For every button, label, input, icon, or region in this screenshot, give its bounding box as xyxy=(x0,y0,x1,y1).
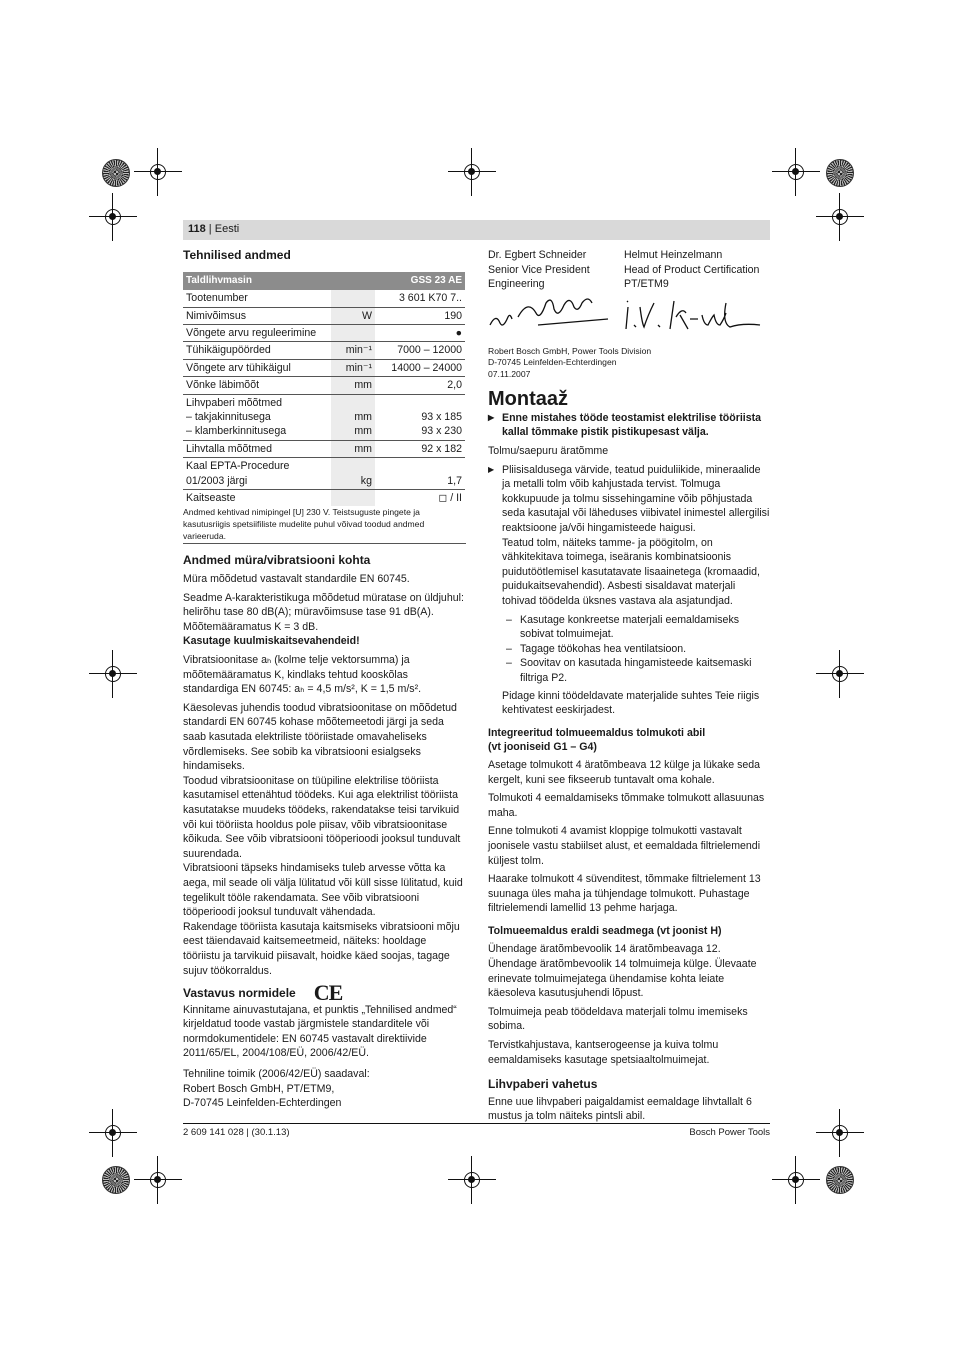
list-item: – Kasutage konkreetse materjali eemaldamiseks sobivat tolmuimejat. xyxy=(506,613,740,641)
signatory-2: Helmut Heinzelmann Head of Product Certification PT/ETM9 xyxy=(624,249,760,291)
signatures xyxy=(488,292,770,338)
conformity-title: Vastavus normidele xyxy=(183,986,296,1001)
paragraph: Enne uue lihvpaberi paigaldamist eemaldage lihvtallalt 6 mustus ja tolm näiteks pintsli abil. xyxy=(488,1095,752,1123)
paragraph: Ühendage äratõmbevoolik 14 äratõmbeavaga 12. Ühendage äratõmbevoolik 14 tolmuimeja külge. Ülevaate erinevate tolmuimejatega ühendamise kohta leiate käesoleva kasutusjuhendi lõpust. xyxy=(488,943,757,1000)
warning-text: ▶ Enne mistahes tööde teostamist elektrilise tööriista kallal tõmmake pistik pistikupesast välja. xyxy=(488,411,770,440)
paragraph: Vibratsioonitase aₕ (kolme telje vektorsumma) ja mõõtemääramatus K, kindlaks tehtud kooskõlas standardiga EN 60745: aₕ = 4,5 m/s², K = 1,5 m/s². xyxy=(183,654,422,696)
table-row: Lihvtalla mõõtmed mm 92 x 182 xyxy=(183,440,465,457)
language-label: Eesti xyxy=(214,223,240,235)
paragraph: Toodud vibratsioonitase on tüüpiline elektrilise tööriista kasutamisel ettenähtud töödeks. Kui aga elektrilist tööriista kasutatakse muudeks töödeks, rakendatakse teisi tarvikuid või kui tööriista hooldus pole piisav, võib vibratsioonitase kõikuda. See võib vibratsiooni tööperioodi jooksul tunduvalt suurendada. xyxy=(183,774,461,860)
footer-right: Bosch Power Tools xyxy=(689,1127,770,1138)
subheading: Integreeritud tolmueemaldus tolmukoti abil (vt jooniseid G1 – G4) xyxy=(488,726,706,754)
footer-left: 2 609 141 028 | (30.1.13) xyxy=(183,1127,290,1138)
right-column xyxy=(488,248,770,1128)
list-item: – Tagage töökohas hea ventilatsioon. xyxy=(506,642,687,655)
subheading: Tolmu/saepuru äratõmme xyxy=(488,445,609,458)
table-note: Andmed kehtivad nimipingel [U] 230 V. Teistsuguste pingete ja kasutusriigis spetsiifiliste mudelite puhul võivad toodud andmed varieeruda. xyxy=(183,506,466,544)
left-column xyxy=(183,248,466,1115)
page-header: 118 | Eesti xyxy=(188,223,240,235)
registration-mark xyxy=(828,1121,852,1145)
table-row: Kaal EPTA-Procedure 01/2003 järgi kg 1,7 xyxy=(183,458,465,490)
paragraph: Rakendage tööriista kasutaja kaitsmiseks vibratsiooni mõju eest täiendavaid kaitsemeetmeid, näiteks: hooldage tööriistu ja tarvikuid piisavalt, hoidke käed soojas, tagage sujuv töökorraldus. xyxy=(183,920,460,977)
paragraph: Käesolevas juhendis toodud vibratsioonitase on mõõdetud standardi EN 60745 kohase mõõtemeetodi järgi ja seda saab kasutada elektriliste tööriistade omavaheliseks võrdlemiseks. See sobib ka vibratsiooni esialgseks hindamiseks. xyxy=(183,701,457,773)
registration-mark xyxy=(146,160,170,184)
paragraph: Pidage kinni töödeldavate materjalide suhtes Teie riigis kehtivatest eeskirjadest. xyxy=(502,689,760,717)
paragraph: Tervistkahjustava, kantserogeense ja kuiva tolmu eemaldamiseks kasutage spetsiaaltolmuimejat. xyxy=(488,1039,719,1066)
color-bar-mark xyxy=(826,159,854,187)
paragraph: Tolmuimeja peab töödeldava materjali tolmu imemiseks sobima. xyxy=(488,1005,748,1033)
tech-data-table xyxy=(183,272,465,507)
registration-mark xyxy=(146,1168,170,1192)
registration-mark xyxy=(460,1168,484,1192)
signatories xyxy=(488,248,770,292)
signature-2 xyxy=(624,295,764,335)
table-row: Lihvpaberi mõõtmed – takjakinnitusega – klamberkinnitusega mm mm 93 x 185 93 x 230 xyxy=(183,394,465,440)
table-header: Taldlihvmasin GSS 23 AE xyxy=(183,272,465,291)
color-bar-mark xyxy=(102,1166,130,1194)
registration-mark xyxy=(460,160,484,184)
header-bar xyxy=(183,220,770,240)
page-number: 118 xyxy=(188,223,206,235)
table-row: Kaitseaste ◻ / II xyxy=(183,490,465,507)
registration-mark xyxy=(101,662,125,686)
table-row: Nimivõimsus W 190 xyxy=(183,307,465,324)
subheading: Tolmueemaldus eraldi seadmega (vt joonist H) xyxy=(488,924,722,937)
paragraph: Asetage tolmukott 4 äratõmbeava 12 külge ja lükake seda kergelt, kuni see fikseerub tuntavalt oma kohale. xyxy=(488,758,761,786)
montage-title: Montaaž xyxy=(488,388,568,411)
warning-text: Kasutage kuulmiskaitsevahendeid! xyxy=(183,635,360,648)
registration-mark xyxy=(101,205,125,229)
table-row: Võnke läbimõõt mm 2,0 xyxy=(183,377,465,394)
ce-mark: CE xyxy=(313,980,343,1006)
registration-mark xyxy=(784,1168,808,1192)
paragraph: Müra mõõdetud vastavalt standardile EN 60745. xyxy=(183,573,410,586)
paragraph: ▶ Pliisisaldusega värvide, teatud puiduliikide, mineraalide ja metalli tolm võib kahjustada tervist. Tolmuga kokkupuude ja tolmu sissehingamine võib põhjustada seda kasutajal või läheduses viibivatel inimestel allergilisi reaktsioone ja/või hingamisteede haigusi. xyxy=(488,463,770,536)
table-row: Võngete arvu reguleerimine ● xyxy=(183,325,465,342)
registration-mark xyxy=(828,205,852,229)
paper-change-title: Lihvpaberi vahetus xyxy=(488,1077,598,1092)
table-row: Võngete arv tühikäigul min⁻¹ 14000 – 24000 xyxy=(183,359,465,376)
paragraph: Vibratsiooni täpseks hindamiseks tuleb arvesse võtta ka aega, mil seade oli välja lülitatud või küll sisse lülitatud, kuid tegelikult tööle rakendamata. See võib vibratsiooni tööperioodi jooksul tunduvalt vähendada. xyxy=(183,862,463,919)
paragraph: Haarake tolmukott 4 süvenditest, tõmmake filtrielement 13 suunaga üles maha ja tühjendage tolmukott. Puhastage filtrielemendi lamellid 13 pehme harjaga. xyxy=(488,873,761,915)
registration-mark xyxy=(784,160,808,184)
color-bar-mark xyxy=(102,159,130,187)
noise-title: Andmed müra/vibratsiooni kohta xyxy=(183,553,371,568)
color-bar-mark xyxy=(826,1166,854,1194)
tech-data-title: Tehnilised andmed xyxy=(183,248,291,262)
paragraph: Enne tolmukoti 4 avamist kloppige tolmukotti vastavalt joonisele vastu stabiilset alust, et eemaldada filtrielemendi küljest tolm. xyxy=(488,825,761,867)
table-row: Tootenumber 3 601 K70 7.. xyxy=(183,290,465,307)
registration-mark xyxy=(101,1121,125,1145)
registration-mark xyxy=(828,662,852,686)
table-row: Tühikäigupöörded min⁻¹ 7000 – 12000 xyxy=(183,342,465,359)
footer-rule xyxy=(183,1123,770,1124)
list-item: – Soovitav on kasutada hingamisteede kaitsemaski filtriga P2. xyxy=(506,657,752,684)
paragraph: Tehniline toimik (2006/42/EÜ) saadaval: Robert Bosch GmbH, PT/ETM9, D-70745 Leinfelden-Echterdingen xyxy=(183,1068,370,1110)
company-info: Robert Bosch GmbH, Power Tools Division D-70745 Leinfelden-Echterdingen 07.11.2007 xyxy=(488,345,652,379)
paragraph: Seadme A-karakteristikuga mõõdetud müratase on üldjuhul: helirõhu tase 80 dB(A); müravõimsuse tase 91 dB(A). Mõõtemääramatus K = 3 dB. xyxy=(183,591,464,633)
paragraph: Tolmukoti 4 eemaldamiseks tõmmake tolmukott allasuunas maha. xyxy=(488,792,765,819)
signatory-1: Dr. Egbert Schneider Senior Vice President Engineering xyxy=(488,249,590,291)
paragraph: Teatud tolm, näiteks tamme- ja pöögitolm, on vähkitekitava toimega, iseäranis kombinatsioonis puidutöötlemisel kasutatavate lisaainetega (kromaadid, puidukaitsevahendid). Asbesti sisaldavat materjali tohivad töödelda üksnes vastava ala asjatundjad. xyxy=(502,536,760,607)
paragraph: Kinnitame ainuvastutajana, et punktis „Tehnilised andmed“ kirjeldatud toode vastab järgmistele standarditele või normdokumentidele: EN 60745 vastavalt direktiivide 2011/65/EL, 2004/108/EÜ, 2006/42/EÜ. xyxy=(183,1003,457,1060)
signature-1 xyxy=(488,295,618,335)
